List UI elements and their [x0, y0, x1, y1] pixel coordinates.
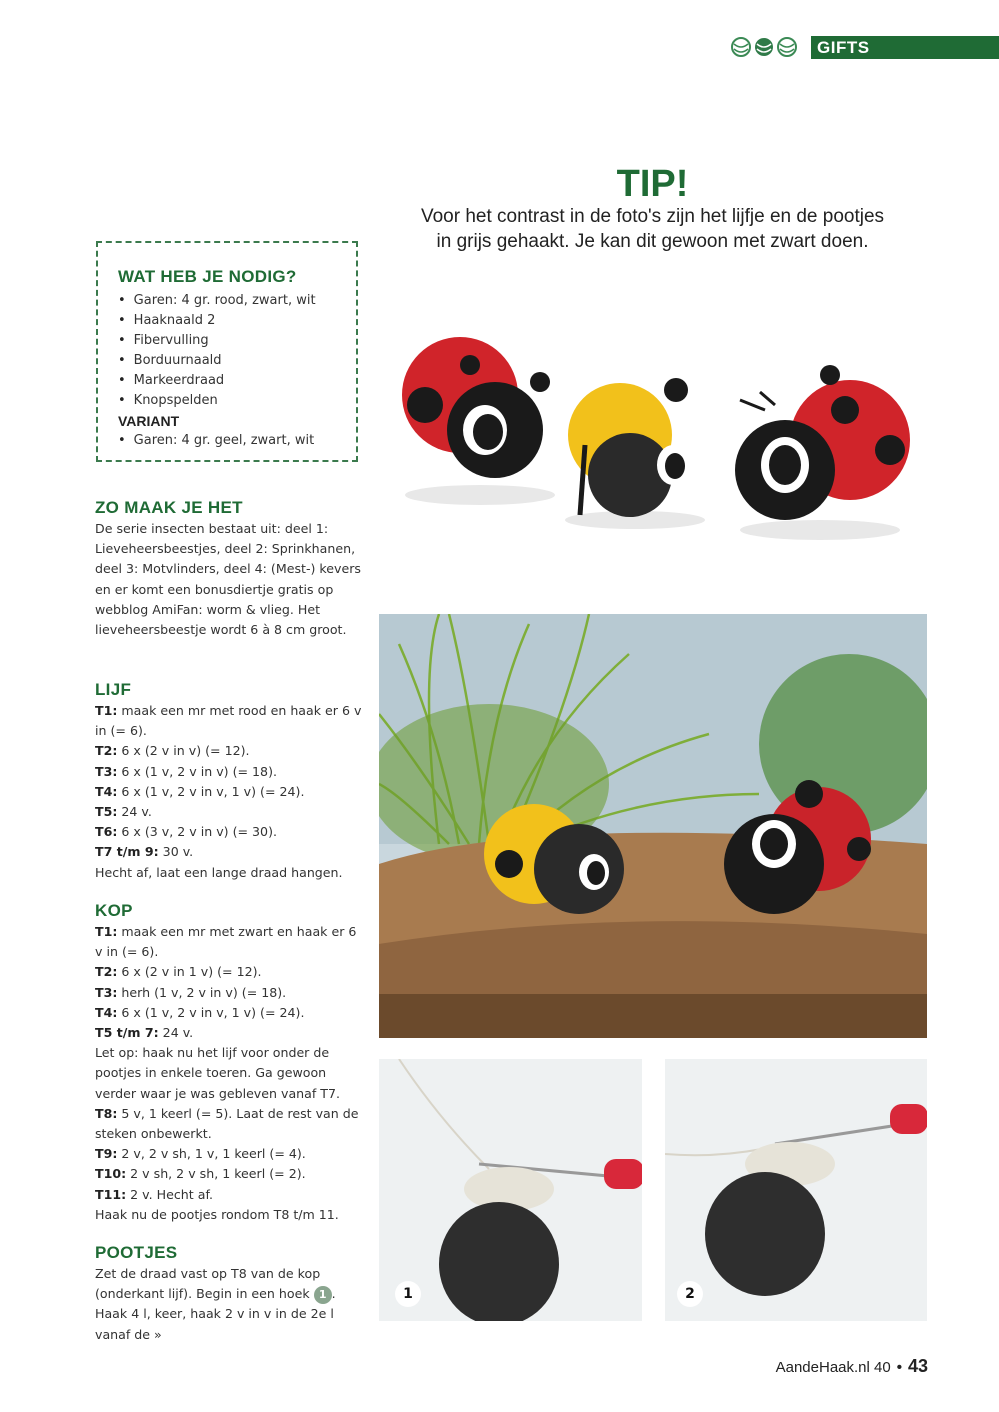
list-item: • Garen: 4 gr. geel, zwart, wit — [118, 431, 346, 451]
section-label: GIFTS — [811, 36, 999, 59]
list-item: • Borduurnaald — [118, 351, 346, 371]
list-item: • Garen: 4 gr. rood, zwart, wit — [118, 291, 346, 311]
photo-step-1 — [379, 1059, 642, 1321]
section-title: ZO MAAK JE HET — [95, 498, 243, 517]
instruction-row: T4: 6 x (1 v, 2 v in v, 1 v) (= 24). — [95, 1004, 305, 1020]
instruction-row: T3: herh (1 v, 2 v in v) (= 18). — [95, 984, 287, 1000]
instruction-row: T4: 6 x (1 v, 2 v in v, 1 v) (= 24). — [95, 783, 305, 799]
instruction-row: T5 t/m 7: 24 v. — [95, 1025, 194, 1041]
materials-list — [118, 291, 346, 411]
page-number: 43 — [907, 1356, 928, 1376]
instruction-row: T9: 2 v, 2 v sh, 1 v, 1 keerl (= 4). — [95, 1146, 306, 1162]
step-number-2: 2 — [677, 1281, 703, 1307]
lijf-section — [95, 679, 365, 883]
step-badge: 1 — [314, 1286, 332, 1304]
instruction-closing: Hecht af, laat een lange draad hangen. — [95, 864, 343, 880]
instruction-row: T6: 6 x (3 v, 2 v in v) (= 30). — [95, 824, 277, 840]
instruction-row: T2: 6 x (2 v in 1 v) (= 12). — [95, 964, 262, 980]
list-item: • Haaknaald 2 — [118, 311, 346, 331]
pootjes-text: Zet de draad vast op T8 van de kop (onderkant lijf). Begin in een hoek 1 . Haak 4 l, keer, haak 2 v in v in de 2e l vanaf de » — [95, 1266, 336, 1342]
kop-section — [95, 900, 365, 1225]
instruction-row: T8: 5 v, 1 keerl (= 5). Laat de rest van de steken onbewerkt. — [95, 1105, 359, 1142]
footer-bullet: • — [896, 1359, 902, 1376]
section-title: LIJF — [95, 680, 132, 699]
magazine-issue: AandeHaak.nl 40 — [775, 1359, 891, 1376]
intro-section — [95, 497, 365, 640]
tip-line-1: Voor het contrast in de foto's zijn het lijfje en de pootjes — [420, 206, 885, 227]
list-item: • Markeerdraad — [118, 371, 346, 391]
list-item: • Fibervulling — [118, 331, 346, 351]
materials-title: WAT HEB JE NODIG? — [118, 267, 297, 286]
instruction-row: T5: 24 v. — [95, 804, 152, 820]
instruction-row: T3: 6 x (1 v, 2 v in v) (= 18). — [95, 763, 277, 779]
section-title: POOTJES — [95, 1243, 178, 1262]
variant-label: VARIANT — [118, 413, 180, 429]
tip-text — [380, 204, 925, 254]
photo-three-bugs — [380, 300, 925, 600]
tip-line-2: in grijs gehaakt. Je kan dit gewoon met zwart doen. — [436, 231, 869, 252]
list-item: • Knopspelden — [118, 391, 346, 411]
instruction-row: T2: 6 x (2 v in v) (= 12). — [95, 743, 250, 759]
photo-bugs-on-wood — [379, 614, 927, 1038]
instruction-closing: Haak nu de pootjes rondom T8 t/m 11. — [95, 1206, 339, 1222]
instruction-row: T1: maak een mr met zwart en haak er 6 v in (= 6). — [95, 924, 357, 960]
variant-list — [118, 431, 346, 451]
page-footer — [700, 1356, 928, 1377]
yarn-balls-icon — [730, 36, 802, 58]
materials-box — [96, 241, 358, 462]
instruction-row: T7 t/m 9: 30 v. — [95, 844, 194, 860]
intro-text: De serie insecten bestaat uit: deel 1: Lieveheersbeestjes, deel 2: Sprinkhanen, deel 3: Motvlinders, deel 4: (Mest-) kevers en er komt een bonusdiertje gratis op webblog AmiFan: worm & vlieg. Het lieveheersbeestje wordt 6 à 8 cm groot. — [95, 521, 361, 638]
photo-step-2 — [665, 1059, 927, 1321]
instruction-note: Let op: haak nu het lijf voor onder de pootjes in enkele toeren. Ga gewoon verder waar je was gebleven vanaf T7. — [95, 1045, 341, 1101]
instruction-row: T1: maak een mr met rood en haak er 6 v in (= 6). — [95, 703, 362, 739]
instruction-row: T10: 2 v sh, 2 v sh, 1 keerl (= 2). — [95, 1166, 306, 1182]
section-title: KOP — [95, 901, 133, 920]
step-number-1: 1 — [395, 1281, 421, 1307]
tip-title: TIP! — [616, 163, 689, 205]
instruction-row: T11: 2 v. Hecht af. — [95, 1186, 213, 1202]
pootjes-section — [95, 1242, 365, 1345]
